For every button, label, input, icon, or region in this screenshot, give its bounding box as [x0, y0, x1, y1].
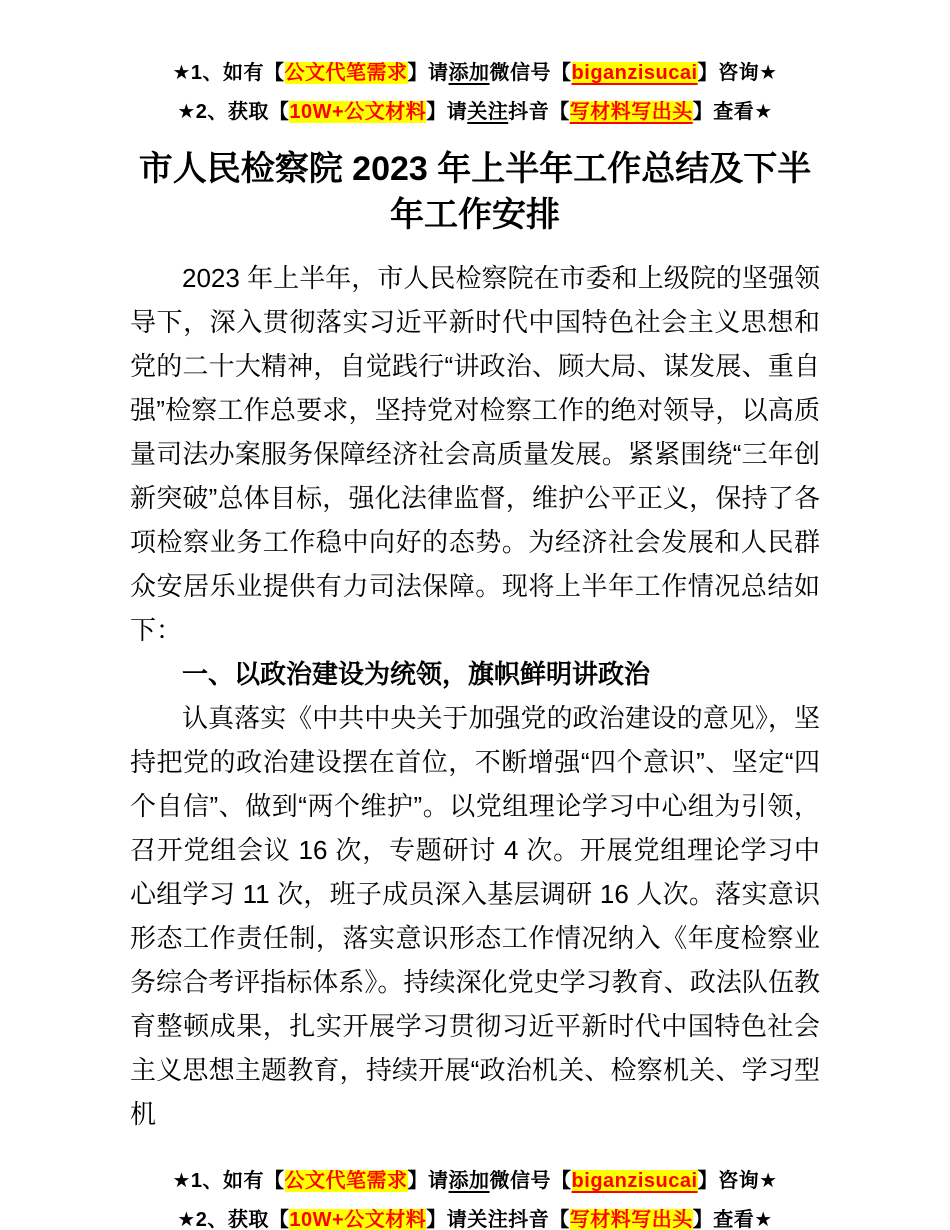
promo-text: 微信号【	[489, 1170, 572, 1192]
promo-underline-follow: 关注	[467, 1209, 509, 1230]
promo-text: 抖音【	[508, 101, 570, 123]
promo-douyin-id: 写材料写出头	[569, 1209, 693, 1230]
promo-highlight-service: 公文代笔需求	[284, 1170, 408, 1192]
promo-header-line-1	[130, 54, 820, 93]
document-body	[130, 256, 820, 1136]
promo-text: 微信号【	[489, 62, 572, 84]
promo-text: ★1、如有【	[172, 62, 285, 84]
promo-footer-line-1	[130, 1162, 820, 1201]
section-heading-1: 一、以政治建设为统领，旗帜鲜明讲政治	[182, 659, 651, 689]
promo-footer	[130, 1162, 820, 1230]
promo-text: ★2、获取【	[177, 1209, 290, 1230]
promo-text: ★2、获取【	[177, 101, 290, 123]
promo-text: 】请	[426, 101, 468, 123]
promo-highlight-service: 公文代笔需求	[284, 62, 408, 84]
promo-text: 】请	[407, 62, 449, 84]
promo-douyin-id: 写材料写出头	[569, 101, 693, 123]
promo-text: 】查看★	[692, 101, 773, 123]
promo-text: 】请	[407, 1170, 449, 1192]
promo-footer-line-2	[130, 1201, 820, 1230]
promo-wechat-id: biganzisucai	[571, 1170, 698, 1192]
promo-header-line-2	[130, 93, 820, 132]
promo-underline-add: 添加	[448, 1170, 490, 1192]
promo-highlight-materials: 10W+公文材料	[289, 1209, 427, 1230]
promo-text: 】咨询★	[697, 62, 778, 84]
promo-text: 抖音【	[508, 1209, 570, 1230]
promo-text: ★1、如有【	[172, 1170, 285, 1192]
paragraph-intro: 2023 年上半年，市人民检察院在市委和上级院的坚强领导下，深入贯彻落实习近平新时代中国特色社会主义思想和党的二十大精神，自觉践行“讲政治、顾大局、谋发展、重自强”检察工作总要求，坚持党对检察工作的绝对领导，以高质量司法办案服务保障经济社会高质量发展。紧紧围绕“三年创新突破”总体目标，强化法律监督，维护公平正义，保持了各项检察业务工作稳中向好的态势。为经济社会发展和人民群众安居乐业提供有力司法保障。现将上半年工作情况总结如下：	[130, 263, 820, 645]
promo-highlight-materials: 10W+公文材料	[289, 101, 427, 123]
document-title: 市人民检察院 2023 年上半年工作总结及下半年工作安排	[138, 150, 812, 234]
paragraph-section-1: 认真落实《中共中央关于加强党的政治建设的意见》，坚持把党的政治建设摆在首位，不断增强“四个意识”、坚定“四个自信”、做到“两个维护”。以党组理论学习中心组为引领，召开党组会议 16 次，专题研讨 4 次。开展党组理论学习中心组学习 11 次，班子成员深入基层调研 16 人次。落实意识形态工作责任制，落实意识形态工作情况纳入《年度检察业务综合考评指标体系》。持续深化党史学习教育、政法队伍教育整顿成果，扎实开展学习贯彻习近平新时代中国特色社会主义思想主题教育，持续开展“政治机关、检察机关、学习型机	[130, 703, 820, 1129]
promo-wechat-id: biganzisucai	[571, 62, 698, 84]
promo-underline-follow: 关注	[467, 101, 509, 123]
promo-underline-add: 添加	[448, 62, 490, 84]
promo-header	[130, 54, 820, 132]
promo-text: 】查看★	[692, 1209, 773, 1230]
promo-text: 】咨询★	[697, 1170, 778, 1192]
promo-text: 】请	[426, 1209, 468, 1230]
